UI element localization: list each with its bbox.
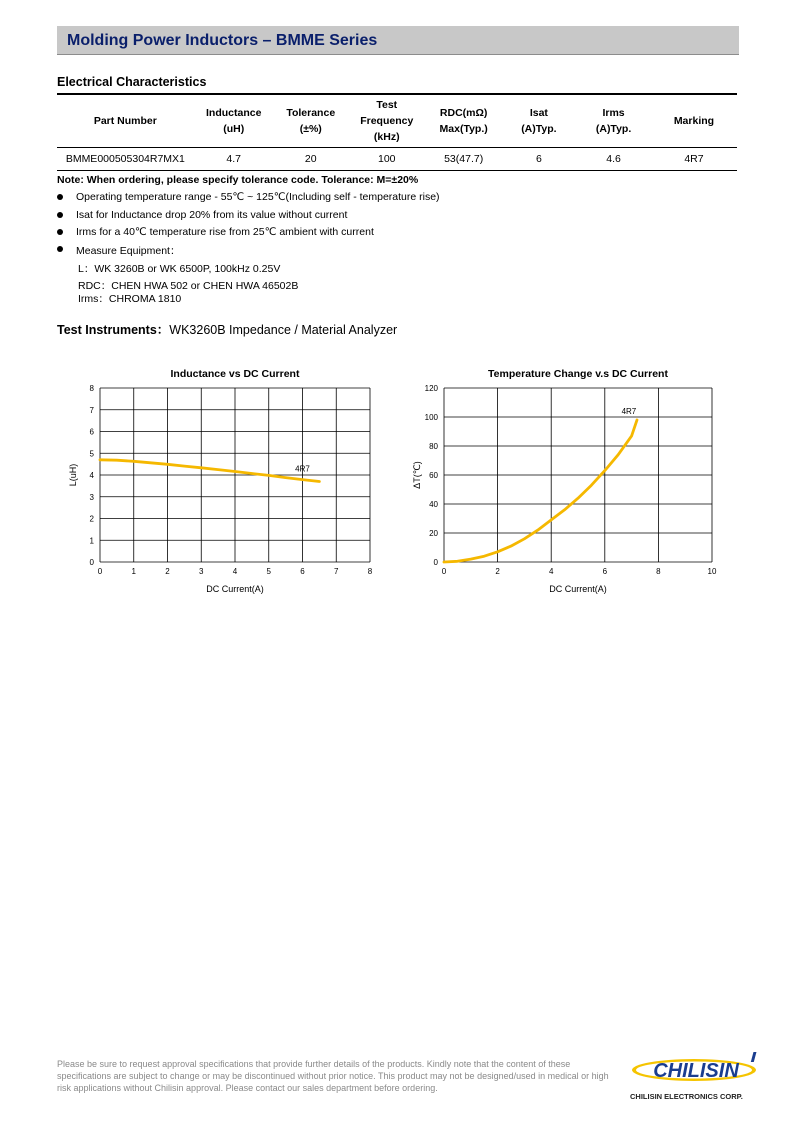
x-tick-label: 10 — [707, 567, 717, 576]
test-instruments — [57, 320, 397, 338]
series-line — [444, 420, 637, 562]
table-body — [57, 148, 737, 171]
bullet-dot-icon — [57, 246, 63, 252]
bullet-dot-icon — [57, 194, 63, 200]
inductance-chart — [50, 362, 390, 602]
y-axis-label: ΔT(℃) — [412, 461, 422, 489]
x-tick-label: 3 — [199, 567, 204, 576]
equipment-line: RDC：CHEN HWA 502 or CHEN HWA 46502B — [78, 280, 299, 292]
column-header-line: Tolerance — [286, 107, 336, 119]
x-tick-label: 6 — [300, 567, 305, 576]
electrical-heading: Electrical Characteristics — [57, 75, 207, 89]
equipment-line: L：WK 3260B or WK 6500P, 100kHz 0.25V — [78, 263, 281, 275]
footer-disclaimer: Please be sure to request approval specifications that provide further details of the products. Kindly note that the content of these specifications are subject to change or may be discontinued without prior notice. This product may not be designed/used in medical or high risk applications without Chilisin approval. Please contact our sales department before ordering. — [57, 1059, 609, 1093]
x-tick-label: 1 — [131, 567, 136, 576]
bullet-text: Irms for a 40℃ temperature rise from 25℃ ambient with current — [76, 226, 374, 238]
y-tick-label: 4 — [89, 471, 94, 480]
bullet-dot-icon — [57, 229, 63, 235]
column-header-line: Frequency — [360, 115, 414, 127]
series-label: 4R7 — [295, 464, 310, 474]
y-tick-label: 120 — [424, 384, 438, 393]
x-tick-label: 0 — [97, 567, 103, 576]
table-cell: BMME000505304R7MX1 — [65, 153, 185, 165]
x-tick-label: 8 — [367, 567, 373, 576]
y-tick-label: 60 — [429, 471, 438, 480]
bullet-text: Measure Equipment： — [76, 245, 181, 257]
page-title: Molding Power Inductors – BMME Series — [67, 32, 378, 49]
table-cell: 4.7 — [226, 153, 242, 165]
x-axis-label: DC Current(A) — [549, 584, 607, 594]
table-cell: 6 — [535, 153, 542, 165]
logo-word: CHILISIN — [653, 1060, 739, 1082]
table-cell: 4R7 — [684, 153, 704, 165]
table-header-row — [57, 94, 737, 148]
test-instruments-value: WK3260B Impedance / Material Analyzer — [169, 323, 398, 337]
table-cell: 4.6 — [606, 153, 621, 165]
y-tick-label: 8 — [89, 384, 94, 393]
title-bar — [57, 26, 739, 55]
chilisin-logo-icon — [630, 1050, 765, 1084]
equipment-line: Irms：CHROMA 1810 — [78, 293, 182, 305]
table-cell: 53(47.7) — [444, 153, 484, 165]
column-header-line: Inductance — [206, 107, 262, 119]
column-header-line: (±%) — [299, 123, 322, 135]
x-tick-label: 6 — [602, 567, 608, 576]
column-header-line: Max(Typ.) — [439, 123, 488, 135]
y-tick-label: 20 — [429, 529, 438, 538]
y-axis-label: L(uH) — [68, 463, 78, 487]
table-cell: 20 — [304, 153, 317, 165]
x-tick-label: 8 — [656, 567, 661, 576]
x-tick-label: 2 — [165, 567, 170, 576]
y-tick-label: 1 — [89, 536, 94, 546]
bullet-text: Isat for Inductance drop 20% from its value without current — [76, 209, 348, 221]
bullet-dot-icon — [57, 212, 63, 218]
y-tick-label: 3 — [89, 492, 94, 502]
column-header-line: (A)Typ. — [595, 123, 632, 135]
column-header-line: Part Number — [93, 115, 157, 127]
column-header-line: Test — [376, 99, 398, 111]
column-header — [502, 94, 577, 148]
y-tick-label: 5 — [89, 449, 94, 459]
column-header — [274, 94, 348, 148]
column-header — [194, 94, 274, 148]
column-header-line: (kHz) — [373, 131, 400, 143]
x-tick-label: 2 — [495, 567, 500, 576]
column-header-line: (A)Typ. — [521, 123, 557, 135]
bullet-text: Operating temperature range - 55℃ ~ 125℃(Including self - temperature rise) — [76, 191, 440, 203]
y-tick-label: 40 — [429, 500, 438, 509]
x-tick-label: 4 — [548, 567, 554, 576]
series-label: 4R7 — [621, 407, 637, 417]
chart-title: Inductance vs DC Current — [170, 368, 300, 380]
company-name: CHILISIN ELECTRONICS CORP. — [630, 1092, 743, 1101]
x-tick-label: 0 — [441, 567, 447, 576]
column-header — [651, 94, 737, 148]
temperature-chart — [400, 362, 730, 602]
y-tick-label: 0 — [89, 558, 94, 567]
column-header-line: Isat — [529, 107, 548, 119]
column-header-line: (uH) — [223, 123, 245, 135]
y-tick-label: 80 — [429, 442, 438, 451]
x-tick-label: 4 — [232, 567, 238, 576]
y-tick-label: 6 — [89, 427, 94, 437]
table-row — [57, 148, 737, 171]
column-header — [576, 94, 651, 148]
x-tick-label: 5 — [266, 567, 271, 576]
column-header-line: RDC(mΩ) — [439, 107, 488, 119]
y-tick-label: 0 — [433, 558, 438, 567]
test-instruments-label: Test Instruments： — [57, 323, 170, 337]
column-header — [426, 94, 502, 148]
column-header — [348, 94, 426, 148]
x-axis-label: DC Current(A) — [206, 584, 264, 594]
table-cell: 100 — [377, 153, 396, 165]
spec-table — [57, 93, 737, 171]
column-header-line: Marking — [673, 115, 715, 127]
x-tick-label: 7 — [334, 567, 339, 576]
column-header-line: Irms — [602, 107, 625, 119]
company-logo — [630, 1050, 765, 1100]
chart-title: Temperature Change v.s DC Current — [488, 368, 668, 380]
y-tick-label: 7 — [89, 405, 94, 415]
column-header — [57, 94, 194, 148]
y-tick-label: 100 — [424, 413, 438, 422]
ordering-note: Note: When ordering, please specify tolerance code. Tolerance: M=±20% — [57, 174, 419, 186]
y-tick-label: 2 — [89, 514, 94, 524]
series-line — [100, 460, 319, 482]
